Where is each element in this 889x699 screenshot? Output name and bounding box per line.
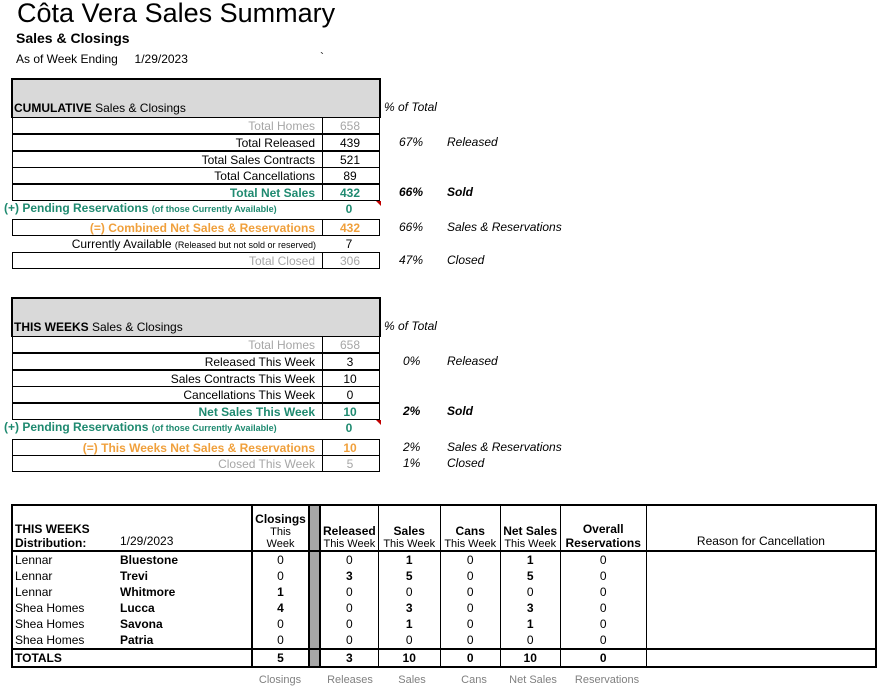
footer-label: Releases: [327, 674, 373, 686]
distribution-row: [12, 600, 876, 616]
cumulative-row-net-sales: [12, 184, 380, 201]
as-of-date: 1/29/2023: [134, 52, 188, 66]
cans-cell: 0: [440, 600, 500, 616]
released-cell: 0: [320, 632, 378, 649]
row-value: 10: [343, 441, 357, 455]
model-name: Trevi: [120, 569, 149, 583]
col-header-released: [320, 505, 378, 551]
distribution-row: [12, 584, 876, 600]
cans-cell: 0: [440, 616, 500, 632]
net-sales-cell: 1: [500, 616, 560, 632]
this-week-row-net-sales: [12, 403, 380, 420]
pct-value: 0%: [403, 354, 421, 368]
cans-cell: 0: [440, 568, 500, 584]
row-label: Closed This Week: [218, 457, 315, 471]
closings-cell: 4: [252, 600, 309, 616]
comment-flag-icon: [376, 201, 381, 206]
totals-label: TOTALS: [15, 651, 62, 665]
this-week-row-cancellations: [12, 386, 380, 403]
col-header-bottom: Reservations: [565, 536, 641, 550]
net-sales-cell: 5: [500, 568, 560, 584]
page-subtitle: Sales & Closings: [16, 30, 130, 46]
cumulative-heading-bold: CUMULATIVE: [14, 101, 92, 115]
reservations-cell: 0: [560, 632, 646, 649]
column-spacer: [309, 616, 320, 632]
column-spacer: [309, 551, 320, 568]
model-name: Whitmore: [120, 585, 176, 599]
closings-cell: 1: [252, 584, 309, 600]
pct-value: 66%: [399, 220, 424, 234]
cumulative-row-total-closed: [12, 252, 380, 269]
row-value: 0: [345, 202, 353, 216]
footer-label: Closings: [258, 674, 302, 686]
comment-flag-icon: [376, 420, 381, 425]
row-value: 7: [345, 237, 353, 251]
col-header-top: Released: [323, 524, 376, 538]
row-label: (+) Pending Reservations: [4, 201, 149, 215]
column-spacer: [309, 505, 320, 551]
column-spacer: [309, 632, 320, 649]
this-week-row-closed: [12, 455, 380, 472]
col-header-bottom: This Week: [383, 538, 436, 550]
pct-desc: Released: [447, 135, 498, 149]
totals-net-sales: 10: [500, 649, 560, 667]
distribution-date: [118, 505, 252, 551]
row-label-note: (Released but not sold or reserved): [174, 240, 316, 250]
row-value: 10: [343, 405, 357, 419]
sales-cell: 3: [378, 600, 440, 616]
col-header-bottom: This Week: [444, 538, 497, 550]
row-value: 89: [343, 169, 357, 183]
row-value: 521: [339, 153, 361, 167]
stray-mark: `: [320, 50, 324, 64]
totals-closings: 5: [252, 649, 309, 667]
reason-cell: [646, 568, 876, 584]
as-of-line: [16, 52, 188, 66]
this-week-pct-header: % of Total: [384, 319, 437, 333]
cumulative-pct-header: % of Total: [384, 100, 437, 114]
as-of-label: As of Week Ending: [16, 52, 118, 66]
row-value: 306: [339, 254, 361, 268]
totals-row: [12, 649, 876, 667]
row-value: 439: [339, 136, 361, 150]
row-label: Total Homes: [248, 338, 315, 352]
released-cell: 0: [320, 584, 378, 600]
pct-desc: Sold: [447, 404, 473, 418]
cumulative-row-cancellations: [12, 167, 380, 184]
released-cell: 0: [320, 551, 378, 568]
distribution-row: [12, 551, 876, 568]
col-header-top: Cans: [455, 524, 485, 538]
column-spacer: [309, 584, 320, 600]
col-header-bottom: This Week: [323, 538, 376, 550]
this-week-row-released: [12, 353, 380, 370]
row-label: Total Cancellations: [214, 169, 315, 183]
this-week-row-pending-reservations: [4, 420, 277, 434]
net-sales-cell: 0: [500, 632, 560, 649]
pct-value: 1%: [403, 456, 421, 470]
row-label: (=) Combined Net Sales & Reservations: [89, 221, 315, 235]
this-week-heading: [14, 320, 183, 334]
reason-cell: [646, 632, 876, 649]
row-label: Released This Week: [204, 355, 315, 369]
cumulative-row-currently-available: [12, 236, 380, 253]
row-value: 0: [345, 421, 353, 435]
released-cell: 3: [320, 568, 378, 584]
row-label: Total Homes: [248, 119, 315, 133]
sales-cell: 5: [378, 568, 440, 584]
distribution-date-value: 1/29/2023: [120, 534, 174, 548]
pct-value: 2%: [403, 404, 421, 418]
reason-cell: [646, 600, 876, 616]
distribution-row: [12, 568, 876, 584]
closings-cell: 0: [252, 568, 309, 584]
row-label: Total Net Sales: [229, 186, 315, 200]
net-sales-cell: 0: [500, 584, 560, 600]
row-label: [72, 237, 316, 251]
reason-cell: [646, 584, 876, 600]
reservations-cell: 0: [560, 616, 646, 632]
page-title: Côta Vera Sales Summary: [17, 0, 336, 28]
col-header-reservations: [560, 505, 646, 551]
distribution-title-line2: Distribution:: [15, 536, 87, 550]
row-value: 5: [346, 457, 354, 471]
col-header-top: Closings: [255, 512, 306, 526]
row-label: (+) Pending Reservations: [4, 420, 149, 434]
closings-cell: 0: [252, 632, 309, 649]
distribution-table: [11, 504, 877, 668]
reservations-cell: 0: [560, 600, 646, 616]
reason-cell: [646, 551, 876, 568]
net-sales-cell: 1: [500, 551, 560, 568]
col-header-closings: [252, 505, 309, 551]
cumulative-heading: [14, 101, 186, 115]
col-header-top: Overall: [582, 522, 624, 536]
reservations-cell: 0: [560, 584, 646, 600]
model-name: Patria: [120, 633, 154, 647]
builder-name: Lennar: [15, 553, 53, 567]
builder-name: Shea Homes: [15, 601, 85, 615]
this-week-heading-bold: THIS WEEKS: [14, 320, 89, 334]
footer-label: Cans: [461, 674, 487, 686]
model-name: Lucca: [120, 601, 155, 615]
column-spacer: [309, 649, 320, 667]
net-sales-cell: 3: [500, 600, 560, 616]
footer-label: Sales: [398, 674, 426, 686]
footer-label: Reservations: [574, 674, 640, 686]
row-label: Net Sales This Week: [198, 405, 315, 419]
totals-reservations: 0: [560, 649, 646, 667]
cumulative-row-total-released: [12, 134, 380, 151]
row-label: (=) This Weeks Net Sales & Reservations: [82, 441, 315, 455]
row-value: 658: [339, 119, 361, 133]
col-header-sales: [378, 505, 440, 551]
sales-cell: 1: [378, 551, 440, 568]
col-header-top: Sales: [393, 524, 425, 538]
row-value: 658: [339, 338, 361, 352]
this-week-row-combined: [12, 439, 380, 456]
cumulative-row-pending-reservations: [4, 201, 277, 215]
row-value: 432: [339, 186, 361, 200]
col-header-bottom: This Week: [266, 526, 295, 550]
col-header-cans: [440, 505, 500, 551]
distribution-title: [12, 505, 118, 551]
totals-cans: 0: [440, 649, 500, 667]
cumulative-heading-rest: Sales & Closings: [91, 101, 186, 115]
distribution-row: [12, 632, 876, 649]
pct-desc: Sold: [447, 185, 473, 199]
cans-cell: 0: [440, 584, 500, 600]
this-week-heading-rest: Sales & Closings: [88, 320, 183, 334]
row-label: Total Released: [235, 136, 315, 150]
row-value: 3: [346, 355, 354, 369]
row-label: Total Sales Contracts: [201, 153, 315, 167]
row-value: 432: [339, 221, 361, 235]
builder-name: Shea Homes: [15, 633, 85, 647]
distribution-title-line1: THIS WEEKS: [15, 522, 90, 536]
column-spacer: [309, 600, 320, 616]
this-week-row-total-homes: [12, 336, 380, 353]
distribution-body: [12, 551, 876, 649]
reservations-cell: 0: [560, 551, 646, 568]
builder-name: Shea Homes: [15, 617, 85, 631]
pct-desc: Sales & Reservations: [447, 440, 562, 454]
model-name: Savona: [120, 617, 163, 631]
cumulative-row-combined: [12, 219, 380, 236]
builder-name: Lennar: [15, 569, 53, 583]
cumulative-row-total-homes: [12, 117, 380, 134]
row-label: Cancellations This Week: [183, 388, 315, 402]
distribution-row: [12, 616, 876, 632]
row-label-note: (of those Currently Available): [151, 423, 277, 433]
totals-released: 3: [320, 649, 378, 667]
closings-cell: 0: [252, 616, 309, 632]
cans-cell: 0: [440, 632, 500, 649]
col-header-reason-text: Reason for Cancellation: [696, 534, 825, 548]
footer-label: Net Sales: [509, 674, 557, 686]
this-week-row-sales-contracts: [12, 370, 380, 387]
totals-sales: 10: [378, 649, 440, 667]
released-cell: 0: [320, 600, 378, 616]
builder-name: Lennar: [15, 585, 53, 599]
col-header-top: Net Sales: [503, 524, 558, 538]
pct-value: 47%: [399, 253, 424, 267]
col-header-bottom: This Week: [504, 538, 557, 550]
closings-cell: 0: [252, 551, 309, 568]
col-header-net-sales: [500, 505, 560, 551]
model-name: Bluestone: [120, 553, 179, 567]
cumulative-row-sales-contracts: [12, 151, 380, 168]
row-label-main: Currently Available: [71, 237, 172, 251]
cans-cell: 0: [440, 551, 500, 568]
pct-desc: Sales & Reservations: [447, 220, 562, 234]
totals-reason: [646, 649, 876, 667]
pct-value: 66%: [399, 185, 424, 199]
pct-desc: Closed: [447, 456, 485, 470]
col-header-reason: [646, 505, 876, 551]
pct-desc: Closed: [447, 253, 485, 267]
row-value: 10: [343, 372, 357, 386]
pct-value: 2%: [403, 440, 421, 454]
sales-cell: 0: [378, 632, 440, 649]
distribution-header-row: [12, 505, 876, 551]
pct-desc: Released: [447, 354, 498, 368]
pct-value: 67%: [399, 135, 424, 149]
sales-cell: 1: [378, 616, 440, 632]
sales-cell: 0: [378, 584, 440, 600]
column-spacer: [309, 568, 320, 584]
row-label: Sales Contracts This Week: [170, 372, 315, 386]
released-cell: 0: [320, 616, 378, 632]
row-value: 0: [346, 388, 354, 402]
reason-cell: [646, 616, 876, 632]
reservations-cell: 0: [560, 568, 646, 584]
row-label: Total Closed: [248, 254, 315, 268]
row-label-note: (of those Currently Available): [151, 204, 277, 214]
